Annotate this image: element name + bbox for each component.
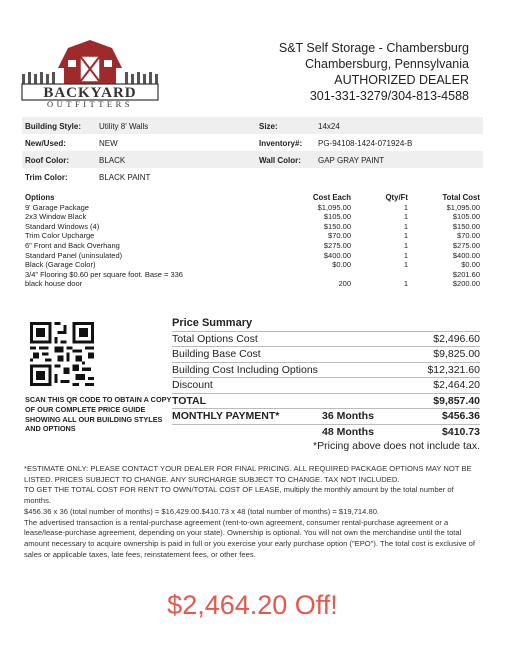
option-qty: 1 bbox=[403, 212, 408, 222]
dealer-status: AUTHORIZED DEALER bbox=[334, 73, 469, 87]
option-cost: $0.00 bbox=[332, 260, 351, 270]
tax-note: *Pricing above does not include tax. bbox=[313, 440, 480, 452]
option-cost bbox=[235, 270, 351, 280]
option-qty bbox=[351, 270, 408, 280]
option-total: $150.00 bbox=[452, 221, 480, 231]
roof-color-value: BLACK bbox=[99, 156, 126, 165]
disclaimer-rental-purchase: The advertised transaction is a rental-purchase agreement (rent-to-own agreement, consumer rental-purchase agreement or a lease/lease-purchase agreement, depending on your state). Ownership is optional. You will not own the merchandise until the total amount necessary to acquire ownership is paid in full or you exercise your early purchase option ("EPO"). The total cost is exclusive of sales or applicable taxes, late fees, reinstatement fees, or other fees. bbox=[24, 517, 475, 559]
options-header: Options bbox=[25, 193, 55, 202]
option-total: $400.00 bbox=[452, 250, 480, 260]
option-cost: $400.00 bbox=[323, 250, 351, 260]
base-cost-label: Building Base Cost bbox=[172, 348, 261, 360]
building-style-value: Utility 8' Walls bbox=[99, 122, 149, 131]
trim-color-label: Trim Color: bbox=[25, 173, 68, 182]
info-row-shade bbox=[22, 151, 483, 168]
table-row bbox=[25, 270, 480, 280]
info-row-shade bbox=[22, 117, 483, 134]
option-qty: 1 bbox=[403, 260, 408, 270]
term-48-label: 48 Months bbox=[322, 425, 374, 438]
size-label: Size: bbox=[259, 122, 278, 131]
cost-each-header: Cost Each bbox=[312, 193, 351, 202]
building-style-label: Building Style: bbox=[25, 122, 81, 131]
base-cost-row bbox=[172, 346, 480, 362]
option-total: $1,095.00 bbox=[446, 202, 480, 212]
total-label: TOTAL bbox=[172, 394, 207, 407]
option-name: Trim Color Upcharge bbox=[25, 231, 95, 241]
option-total: $275.00 bbox=[452, 240, 480, 250]
qr-note: SCAN THIS QR CODE TO OBTAIN A COPY OF OUR COMPLETE PRICE GUIDE SHOWING ALL OUR BUILDING STYLES AND OPTIONS bbox=[25, 395, 172, 434]
dealer-phone: 301-331-3279/304-813-4588 bbox=[309, 89, 469, 103]
option-total: $105.00 bbox=[452, 212, 480, 222]
table-row bbox=[25, 251, 480, 261]
price-summary bbox=[172, 316, 480, 454]
option-cost: $1,095.00 bbox=[317, 202, 351, 212]
option-name: Standard Panel (uninsulated) bbox=[25, 250, 123, 260]
cost-incl-options-value: $12,321.60 bbox=[427, 363, 480, 376]
option-cost: $275.00 bbox=[323, 240, 351, 250]
table-row bbox=[25, 203, 480, 213]
option-qty: 1 bbox=[403, 250, 408, 260]
disclaimer-total-cost: TO GET THE TOTAL COST FOR RENT TO OWN/TOTAL COST OF LEASE, multiply the monthly amount by the total number of months. bbox=[24, 485, 454, 506]
option-cost: $150.00 bbox=[323, 221, 351, 231]
total-options-value: $2,496.60 bbox=[433, 332, 480, 345]
option-name: 3/4" Flooring $0.60 per square foot. Base = 336 bbox=[25, 269, 183, 279]
option-qty: 1 bbox=[403, 279, 408, 289]
option-name: Standard Windows (4) bbox=[25, 221, 100, 231]
logo-wordmark: BACKYARD bbox=[43, 85, 137, 101]
table-row bbox=[25, 222, 480, 232]
option-cost: $70.00 bbox=[328, 231, 351, 241]
monthly-36-row bbox=[172, 408, 480, 424]
tax-note-row bbox=[172, 439, 480, 454]
total-options-label: Total Options Cost bbox=[172, 332, 258, 345]
options-header-row bbox=[25, 193, 480, 203]
dealer-name: S&T Self Storage - Chambersburg bbox=[278, 41, 469, 55]
roof-color-label: Roof Color: bbox=[25, 156, 69, 165]
table-row bbox=[25, 279, 480, 289]
payment-48-value: $410.73 bbox=[442, 425, 480, 438]
discount-value: $2,464.20 bbox=[433, 379, 480, 391]
table-row bbox=[25, 231, 480, 241]
option-qty: 1 bbox=[403, 221, 408, 231]
disclaimer-estimate: *ESTIMATE ONLY: PLEASE CONTACT YOUR DEALER FOR FINAL PRICING. ALL REQUIRED PACKAGE OPTIONS MAY NOT BE LISTED. PRICES SUBJECT TO CHANGE. ANY SURCHARGE SUBJECT TO CHANGE. TAX NOT INCLUDED. bbox=[24, 464, 472, 484]
inventory-value: PG-94108-1424-071924-B bbox=[318, 139, 413, 148]
dealer-location: Chambersburg, Pennsylvania bbox=[305, 57, 469, 71]
disclaimer-calculation: $456.36 x 36 (total number of months) = $16,429.00.$410.73 x 48 (total number of months) = $19,714.80. bbox=[24, 506, 380, 516]
option-cost: $105.00 bbox=[323, 212, 351, 222]
size-value: 14x24 bbox=[318, 122, 340, 131]
table-row bbox=[25, 212, 480, 222]
option-total: $200.00 bbox=[452, 279, 480, 289]
option-name: Black (Garage Color) bbox=[25, 260, 96, 270]
dealer-info bbox=[279, 40, 469, 104]
cost-incl-options-label: Building Cost Including Options bbox=[172, 363, 318, 376]
option-cost: 200 bbox=[338, 279, 351, 289]
total-options-row bbox=[172, 331, 480, 347]
discount-row bbox=[172, 377, 480, 393]
total-cost-header: Total Cost bbox=[442, 193, 480, 202]
option-total: $70.00 bbox=[457, 231, 480, 241]
monthly-payment-label: MONTHLY PAYMENT* bbox=[172, 410, 280, 422]
new-used-label: New/Used: bbox=[25, 139, 66, 148]
new-used-value: NEW bbox=[99, 139, 118, 148]
option-qty: 1 bbox=[403, 231, 408, 241]
option-name: 6" Front and Back Overhang bbox=[25, 240, 120, 250]
disclaimer bbox=[24, 464, 480, 560]
option-name: 2x3 Window Black bbox=[25, 212, 87, 222]
backyard-outfitters-logo bbox=[20, 38, 160, 108]
total-row bbox=[172, 393, 480, 409]
table-row bbox=[25, 260, 480, 270]
qty-header: Qty/Ft bbox=[385, 193, 408, 202]
qr-code[interactable] bbox=[30, 322, 94, 386]
trim-color-value: BLACK PAINT bbox=[99, 173, 151, 182]
option-qty: 1 bbox=[403, 240, 408, 250]
payment-36-value: $456.36 bbox=[442, 410, 480, 422]
option-name: black house door bbox=[25, 279, 83, 289]
logo-tagline: OUTFITTERS bbox=[47, 99, 133, 108]
discount-banner: $2,464.20 Off! bbox=[167, 590, 338, 620]
inventory-label: Inventory#: bbox=[259, 139, 303, 148]
cost-incl-options-row bbox=[172, 362, 480, 378]
option-total: $201.60 bbox=[452, 269, 480, 279]
wall-color-value: GAP GRAY PAINT bbox=[318, 156, 385, 165]
option-total: $0.00 bbox=[461, 260, 480, 270]
price-summary-title: Price Summary bbox=[172, 317, 253, 329]
option-name: 9' Garage Package bbox=[25, 202, 89, 212]
options-table bbox=[25, 193, 480, 289]
wall-color-label: Wall Color: bbox=[259, 156, 301, 165]
term-36-label: 36 Months bbox=[322, 410, 374, 422]
monthly-48-row bbox=[172, 424, 480, 440]
discount-label: Discount bbox=[172, 379, 213, 391]
option-qty: 1 bbox=[403, 202, 408, 212]
total-value: $9,857.40 bbox=[433, 394, 480, 407]
table-row bbox=[25, 241, 480, 251]
base-cost-value: $9,825.00 bbox=[433, 348, 480, 360]
